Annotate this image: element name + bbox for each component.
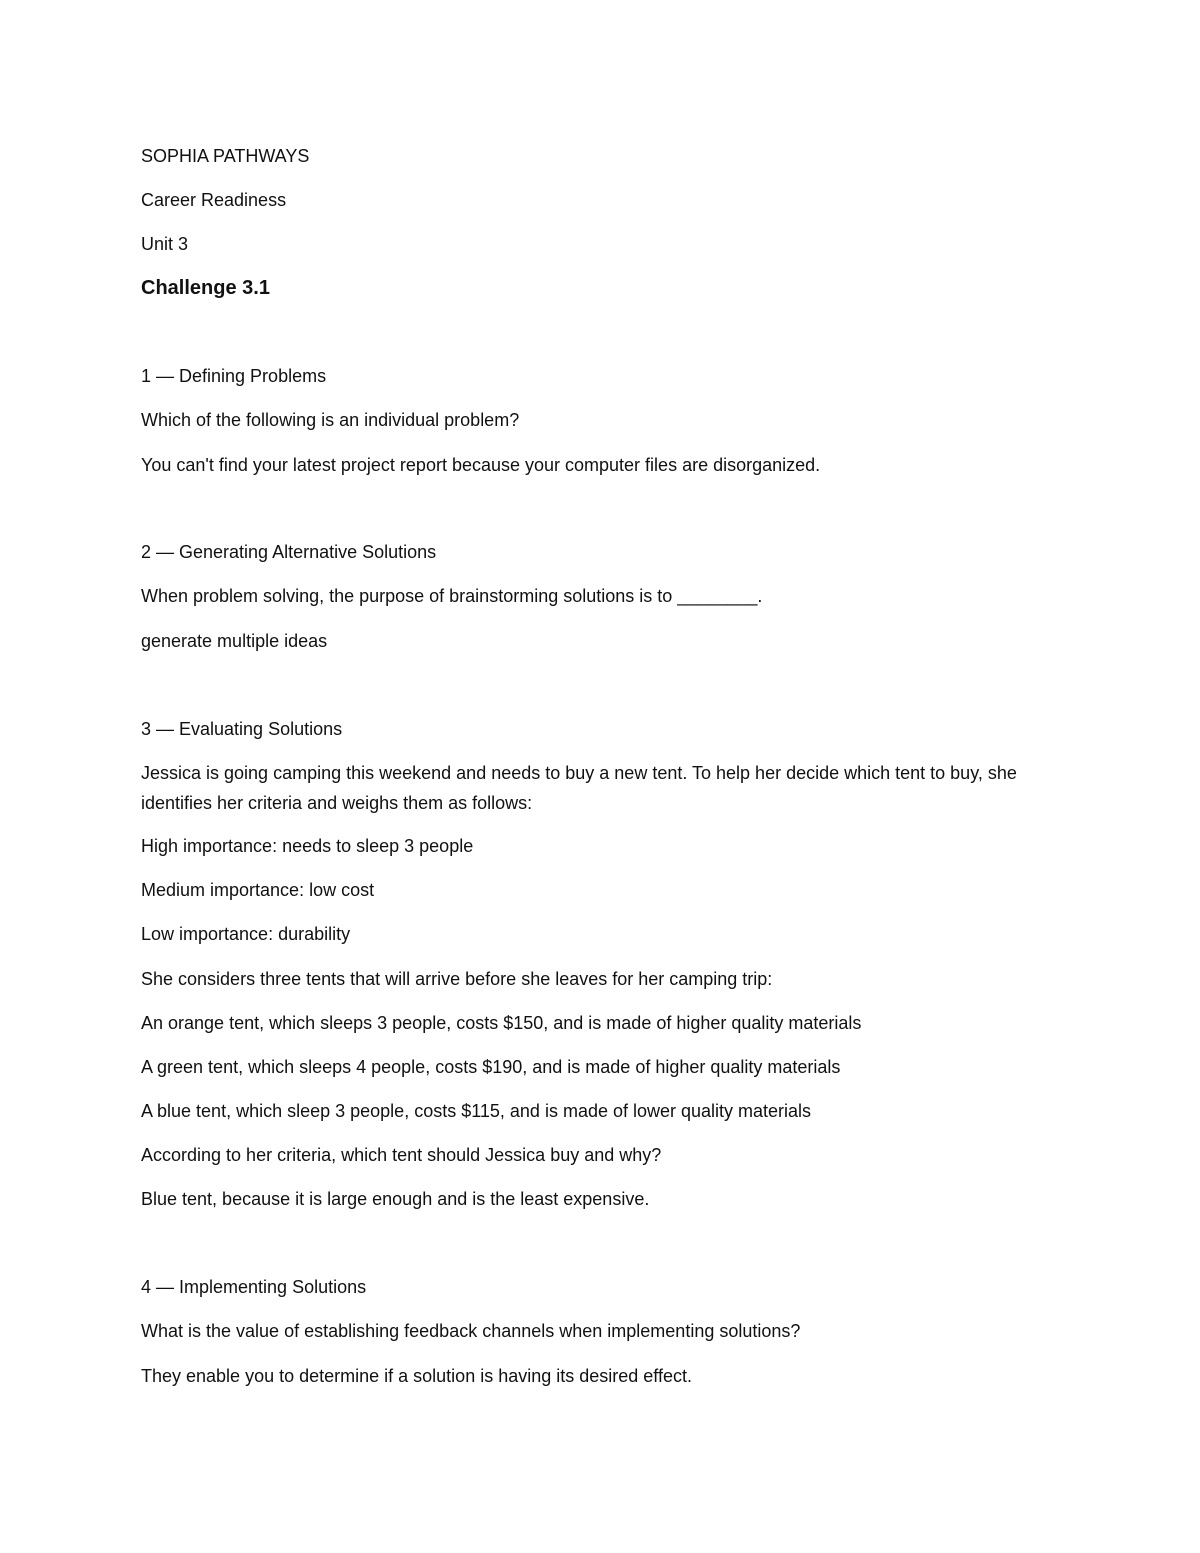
question-3-intro: Jessica is going camping this weekend and needs to buy a new tent. To help her decide which tent to buy, she identifies her criteria and weighs them as follows: xyxy=(141,763,1017,813)
question-3-criterion-high: High importance: needs to sleep 3 people xyxy=(141,836,474,856)
question-3-heading: 3 — Evaluating Solutions xyxy=(141,719,343,739)
question-3-criterion-medium: Medium importance: low cost xyxy=(141,880,375,900)
question-2-heading: 2 — Generating Alternative Solutions xyxy=(141,542,437,562)
unit-label: Unit 3 xyxy=(141,234,189,254)
question-4-heading: 4 — Implementing Solutions xyxy=(141,1277,367,1297)
question-3-prompt: According to her criteria, which tent should Jessica buy and why? xyxy=(141,1145,662,1165)
course-name: Career Readiness xyxy=(141,190,287,210)
question-3-option-orange: An orange tent, which sleeps 3 people, costs $150, and is made of higher quality materials xyxy=(141,1013,862,1033)
question-1-heading: 1 — Defining Problems xyxy=(141,366,327,386)
question-4-answer: They enable you to determine if a solution is having its desired effect. xyxy=(141,1366,692,1386)
org-name: SOPHIA PATHWAYS xyxy=(141,146,310,166)
question-3-criterion-low: Low importance: durability xyxy=(141,924,351,944)
question-3-answer: Blue tent, because it is large enough and is the least expensive. xyxy=(141,1189,650,1209)
question-1-prompt: Which of the following is an individual problem? xyxy=(141,410,520,430)
question-1-answer: You can't find your latest project report because your computer files are disorganized. xyxy=(141,455,821,475)
question-2-answer: generate multiple ideas xyxy=(141,631,328,651)
question-4-prompt: What is the value of establishing feedback channels when implementing solutions? xyxy=(141,1321,801,1341)
question-3-options-intro: She considers three tents that will arrive before she leaves for her camping trip: xyxy=(141,969,773,989)
question-3-option-blue: A blue tent, which sleep 3 people, costs $115, and is made of lower quality materials xyxy=(141,1101,812,1121)
question-2-prompt: When problem solving, the purpose of brainstorming solutions is to ________. xyxy=(141,586,763,606)
question-3-option-green: A green tent, which sleeps 4 people, costs $190, and is made of higher quality materials xyxy=(141,1057,841,1077)
page-title: Challenge 3.1 xyxy=(141,277,270,299)
